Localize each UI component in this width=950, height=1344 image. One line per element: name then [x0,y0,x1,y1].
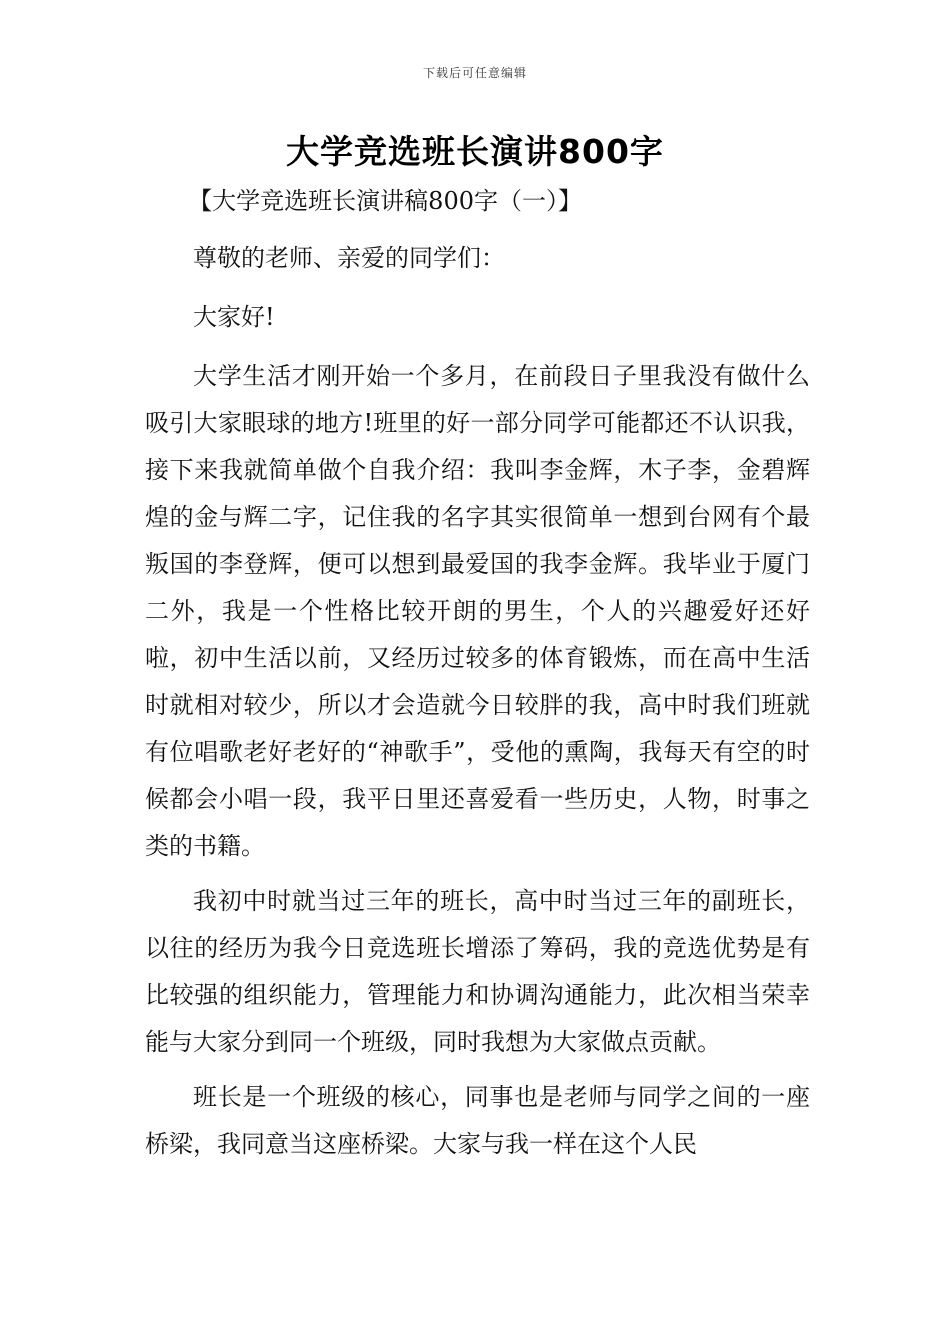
document-subtitle: 【大学竞选班长演讲稿800字（一）】 [188,187,582,215]
document-title: 大学竞选班长演讲800字 [286,132,664,171]
paragraph-3: 班长是一个班级的核心，同事也是老师与同学之间的一座桥梁，我同意当这座桥梁。大家与我一样在这个人民 [145,1083,810,1158]
paragraph-1: 大学生活才刚开始一个多月，在前段日子里我没有做什么吸引大家眼球的地方!班里的好一部分同学可能都还不认识我，接下来我就简单做个自我介绍：我叫李金辉，木子李，金碧辉煌的金与辉二字，记住我的名字其实很简单一想到台网有个最叛国的李登辉，便可以想到最爱国的我李金辉。我毕业于厦门二外，我是一个性格比较开朗的男生，个人的兴趣爱好还好啦，初中生活以前，又经历过较多的体育锻炼，而在高中生活时就相对较少，所以才会造就今日较胖的我，高中时我们班就有位唱歌老好老好的“神歌手”，受他的熏陶，我每天有空的时候都会小唱一段，我平日里还喜爱看一些历史，人物，时事之类的书籍。 [145,362,810,860]
header-note: 下载后可任意编辑 [422,66,527,80]
document-body [145,178,810,1176]
paragraph-2: 我初中时就当过三年的班长，高中时当过三年的副班长，以往的经历为我今日竞选班长增添了筹码，我的竞选优势是有比较强的组织能力，管理能力和协调沟通能力，此次相当荣幸能与大家分到同一个班级，同时我想为大家做点贡献。 [145,887,810,1056]
salutation: 尊敬的老师、亲爱的同学们： [193,244,505,272]
greeting: 大家好! [193,303,275,331]
